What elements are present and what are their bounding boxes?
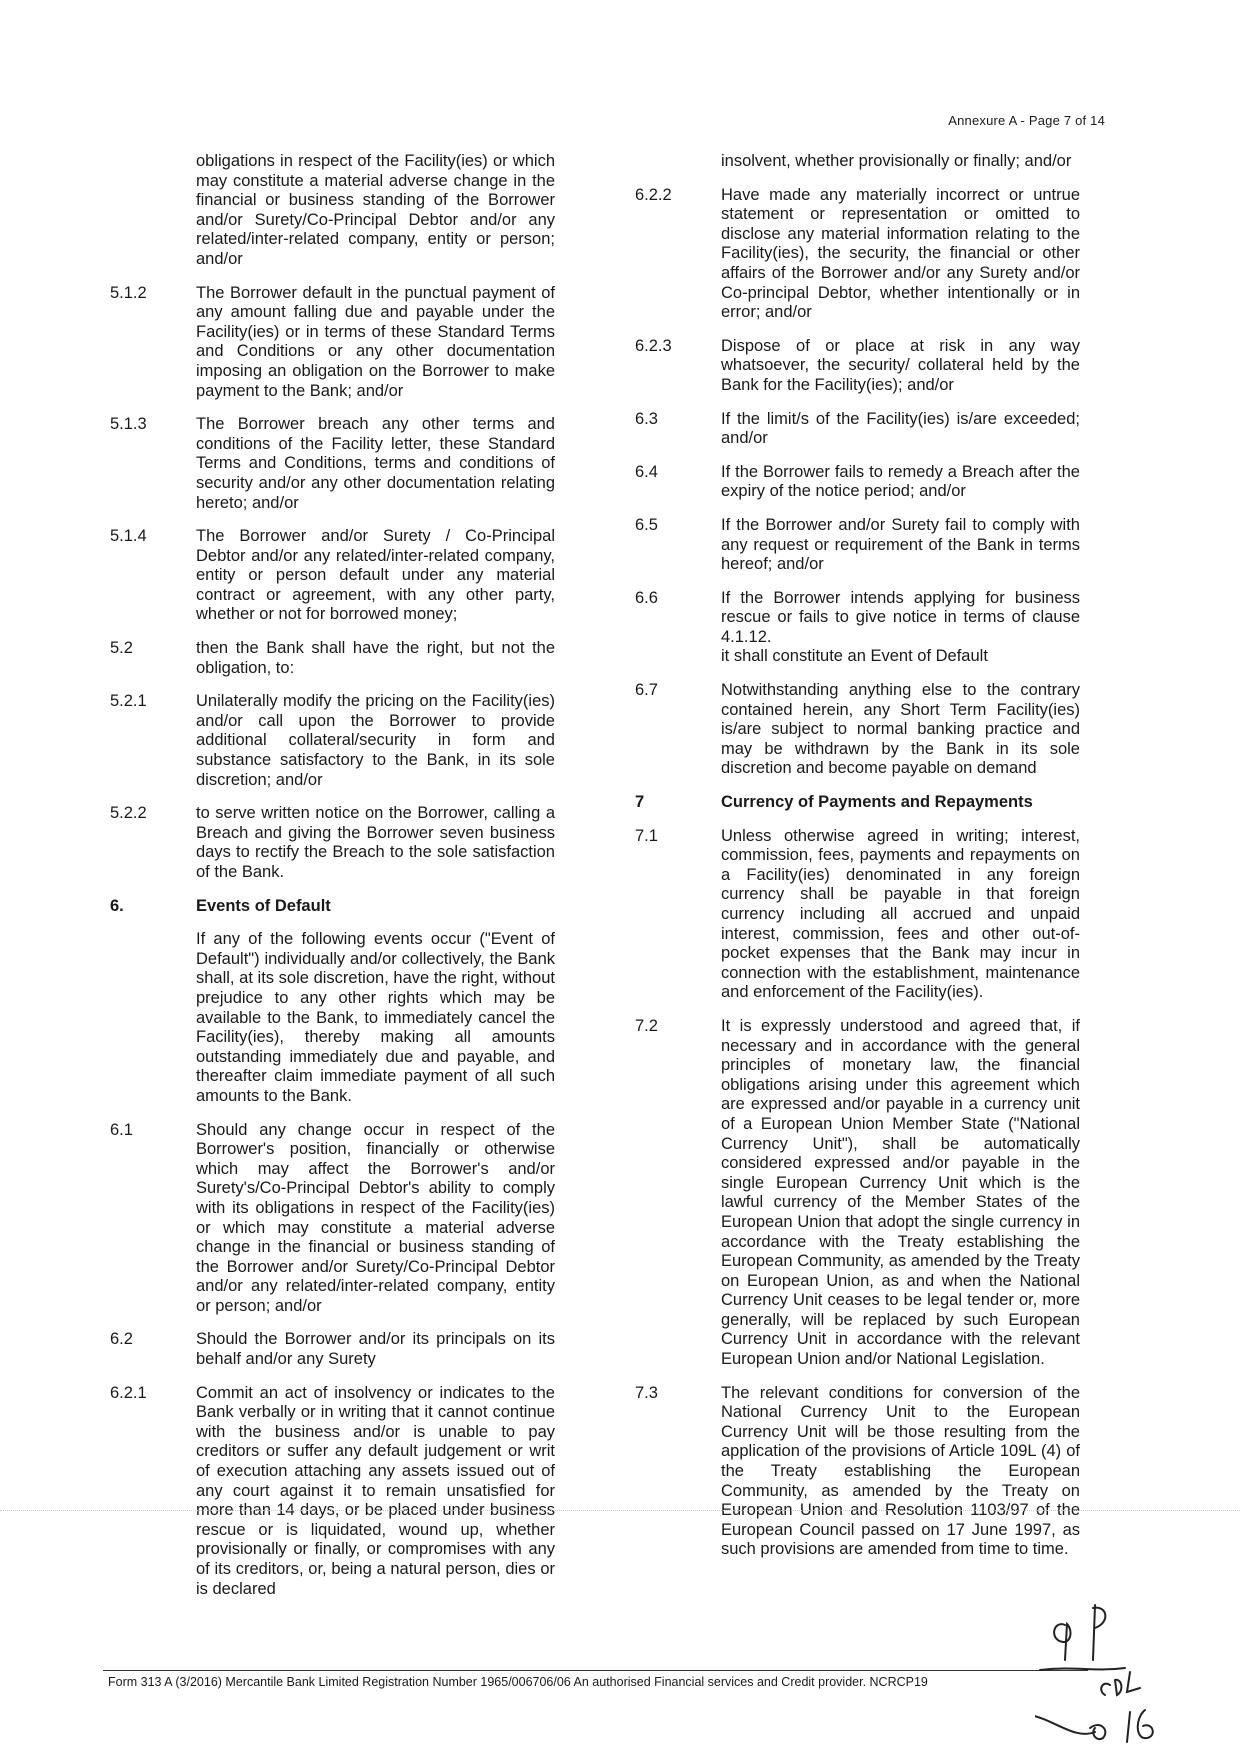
- clause-text: It is expressly understood and agreed that, if necessary and in accordance with the general principles of monetary law, the financial obligations arising under this agreement which are expressed and/or payable in a currency unit of a European Union Member State ("National Currency Unit"), shall be automatically considered expressed and/or payable in the single European Currency Unit which is the lawful currency of the Member States of the European Union that adopt the single currency in accordance with the Treaty establishing the European Community, as amended by the Treaty on European Union, as and when the National Currency Unit ceases to be legal tender or, more generally, will be replaced by such European Currency Unit in accordance with the relevant European Union and/or National Legislation.: [721, 1016, 1080, 1369]
- clause-item: [110, 1330, 555, 1369]
- page-header: Annexure A - Page 7 of 14: [948, 113, 1105, 128]
- clause-text: If the Borrower fails to remedy a Breach after the expiry of the notice period; and/or: [721, 462, 1080, 501]
- clause-item: [635, 1017, 1080, 1370]
- clause-number: 6.7: [635, 681, 658, 700]
- clause-text: Dispose of or place at risk in any way whatsoever, the security/ collateral held by the Bank for the Facility(ies); and/or: [721, 336, 1080, 394]
- clause-number: [110, 930, 196, 1106]
- clause-text: Should the Borrower and/or its principals on its behalf and/or any Surety: [196, 1330, 555, 1369]
- clause-text: Notwithstanding anything else to the contrary contained herein, any Short Term Facility(ies) is/are subject to normal banking practice and may be withdrawn by the Bank in its sole discretion and become payable on demand: [721, 681, 1080, 778]
- handwritten-initials: [1035, 1600, 1185, 1750]
- clause-number: 6.2.3: [635, 336, 672, 355]
- clause-number: 6.4: [635, 462, 658, 481]
- clause-text: If the Borrower and/or Surety fail to comply with any request or requirement of the Bank in terms hereof; and/or: [721, 515, 1080, 574]
- clause-item: [110, 527, 555, 625]
- clause-number: 5.2.1: [110, 692, 147, 711]
- clause-number: 7.1: [635, 826, 658, 845]
- scan-fold-line: [0, 1510, 1240, 1511]
- clause-number: 5.2: [110, 639, 133, 658]
- clause-item: [110, 1121, 555, 1317]
- clause-item: [635, 516, 1080, 575]
- clause-item: [635, 337, 1080, 396]
- clause-item: [635, 1384, 1080, 1560]
- clause-number: 6.2: [110, 1330, 133, 1349]
- clause-number: 6.2.2: [635, 185, 672, 204]
- clause-text: then the Bank shall have the right, but not the obligation, to:: [196, 639, 555, 677]
- clause-item: [635, 589, 1080, 667]
- clause-item: [110, 1384, 555, 1600]
- clause-item: [635, 152, 1080, 172]
- clause-item: [635, 410, 1080, 449]
- clause-text: The relevant conditions for conversion of the National Currency Unit to the European Currency Unit will be those resulting from the application of the provisions of Article 109L (4) of the Treaty establishing the European Community, as amended by the Treaty on European Union and Resolution 1103/97 of the European Council passed on 17 June 1997, as such provisions are amended from time to time.: [721, 1383, 1080, 1559]
- clause-number: 6.6: [635, 588, 658, 607]
- clause-item: [110, 804, 555, 882]
- clause-text: Unless otherwise agreed in writing; interest, commission, fees, payments and repayments on a Facility(ies) denominated in any foreign currency shall be payable in that foreign currency including all accrued and unpaid interest, commission, fees and other out-of-pocket expenses that the Bank may incur in connection with the establishment, maintenance and enforcement of the Facility(ies).: [721, 826, 1080, 1002]
- left-column: [110, 152, 555, 1613]
- right-column: [635, 152, 1080, 1574]
- section-heading-text: Events of Default: [196, 896, 331, 915]
- clause-text: If any of the following events occur ("Event of Default") individually and/or collectively, the Bank shall, at its sole discretion, have the right, without prejudice to any other rights which may be available to the Bank, to immediately cancel the Facility(ies), thereby making all amounts outstanding immediately due and payable, and thereafter claim immediate payment of all such amounts to the Bank.: [196, 930, 555, 1105]
- footer-text: Form 313 A (3/2016) Mercantile Bank Limited Registration Number 1965/006706/06 An authorised Financial services and Credit provider. NCRCP19: [108, 1675, 928, 1689]
- clause-text: Should any change occur in respect of the Borrower's position, financially or otherwise which may affect the Borrower's and/or Surety's/Co-Principal Debtor's ability to comply with its obligations in respect of the Facility(ies) or which may constitute a material adverse change in the financial or business standing of the Borrower and/or Surety/Co-Principal Debtor and/or any related/inter-related company, entity or person; and/or: [196, 1120, 555, 1315]
- clause-item: [110, 639, 555, 678]
- clause-item: [635, 827, 1080, 1003]
- clause-number: 5.2.2: [110, 804, 147, 823]
- clause-text: Have made any materially incorrect or untrue statement or representation or omitted to disclose any material information relating to the Facility(ies), the security, the financial or other affairs of the Borrower and/or any Surety and/or Co-principal Debtor, whether intentionally or in error; and/or: [721, 185, 1080, 322]
- clause-number: 6.1: [110, 1120, 133, 1139]
- clause-text: If the Borrower intends applying for business rescue or fails to give notice in terms of clause 4.1.12. it shall constitute an Event of Default: [721, 588, 1080, 666]
- clause-item: [110, 284, 555, 402]
- clause-number: [635, 152, 721, 172]
- clause-number: 6.: [110, 896, 124, 915]
- clause-number: 7: [635, 793, 645, 812]
- clause-number: 6.3: [635, 409, 658, 428]
- clause-number: 6.2.1: [110, 1383, 147, 1402]
- clause-item: [110, 692, 555, 790]
- clause-number: 6.5: [635, 515, 658, 534]
- clause-number: 7.3: [635, 1383, 658, 1402]
- clause-text: to serve written notice on the Borrower, calling a Breach and giving the Borrower seven business days to rectify the Breach to the sole satisfaction of the Bank.: [196, 804, 555, 881]
- clause-item: [635, 186, 1080, 323]
- clause-item: [635, 681, 1080, 779]
- clause-item: [110, 415, 555, 513]
- section-heading-text: Currency of Payments and Repayments: [721, 793, 1033, 812]
- clause-item: [110, 930, 555, 1106]
- clause-item: [635, 463, 1080, 502]
- clause-number: [110, 152, 196, 270]
- clause-text: If the limit/s of the Facility(ies) is/are exceeded; and/or: [721, 409, 1080, 448]
- clause-number: 5.1.2: [110, 283, 147, 302]
- clause-text: The Borrower default in the punctual payment of any amount falling due and payable under the Facility(ies) or in terms of these Standard Terms and Conditions or any other documentation imposing an obligation on the Borrower to make payment to the Bank; and/or: [196, 283, 555, 400]
- section-heading: [110, 897, 555, 917]
- clause-number: 7.2: [635, 1016, 658, 1035]
- footer-divider: [103, 1670, 1088, 1671]
- clause-text: Unilaterally modify the pricing on the Facility(ies) and/or call upon the Borrower to provide additional collateral/security in form and substance satisfactory to the Bank, in its sole discretion; and/or: [196, 692, 555, 789]
- clause-text: insolvent, whether provisionally or finally; and/or: [721, 152, 1072, 170]
- clause-number: 5.1.3: [110, 415, 147, 434]
- section-heading: [635, 793, 1080, 813]
- clause-text: Commit an act of insolvency or indicates to the Bank verbally or in writing that it cannot continue with the business and/or is unable to pay creditors or suffer any default judgement or writ of execution attaching any assets issued out of any court against it to remain unsatisfied for more than 14 days, or be placed under business rescue or is liquidated, wound up, whether provisionally or finally, or compromises with any of its creditors, or, being a natural person, dies or is declared: [196, 1383, 555, 1598]
- clause-item: [110, 152, 555, 270]
- clause-text: obligations in respect of the Facility(ies) or which may constitute a material adverse change in the financial or business standing of the Borrower and/or Surety/Co-Principal Debtor and/or any related/inter-related company, entity or person; and/or: [196, 152, 555, 268]
- clause-text: The Borrower breach any other terms and conditions of the Facility letter, these Standard Terms and Conditions, terms and conditions of security and/or any other documentation relating hereto; and/or: [196, 415, 555, 512]
- clause-number: 5.1.4: [110, 527, 147, 546]
- clause-text: The Borrower and/or Surety / Co-Principal Debtor and/or any related/inter-related company, entity or person default under any material contract or agreement, with any other party, whether or not for borrowed money;: [196, 527, 555, 624]
